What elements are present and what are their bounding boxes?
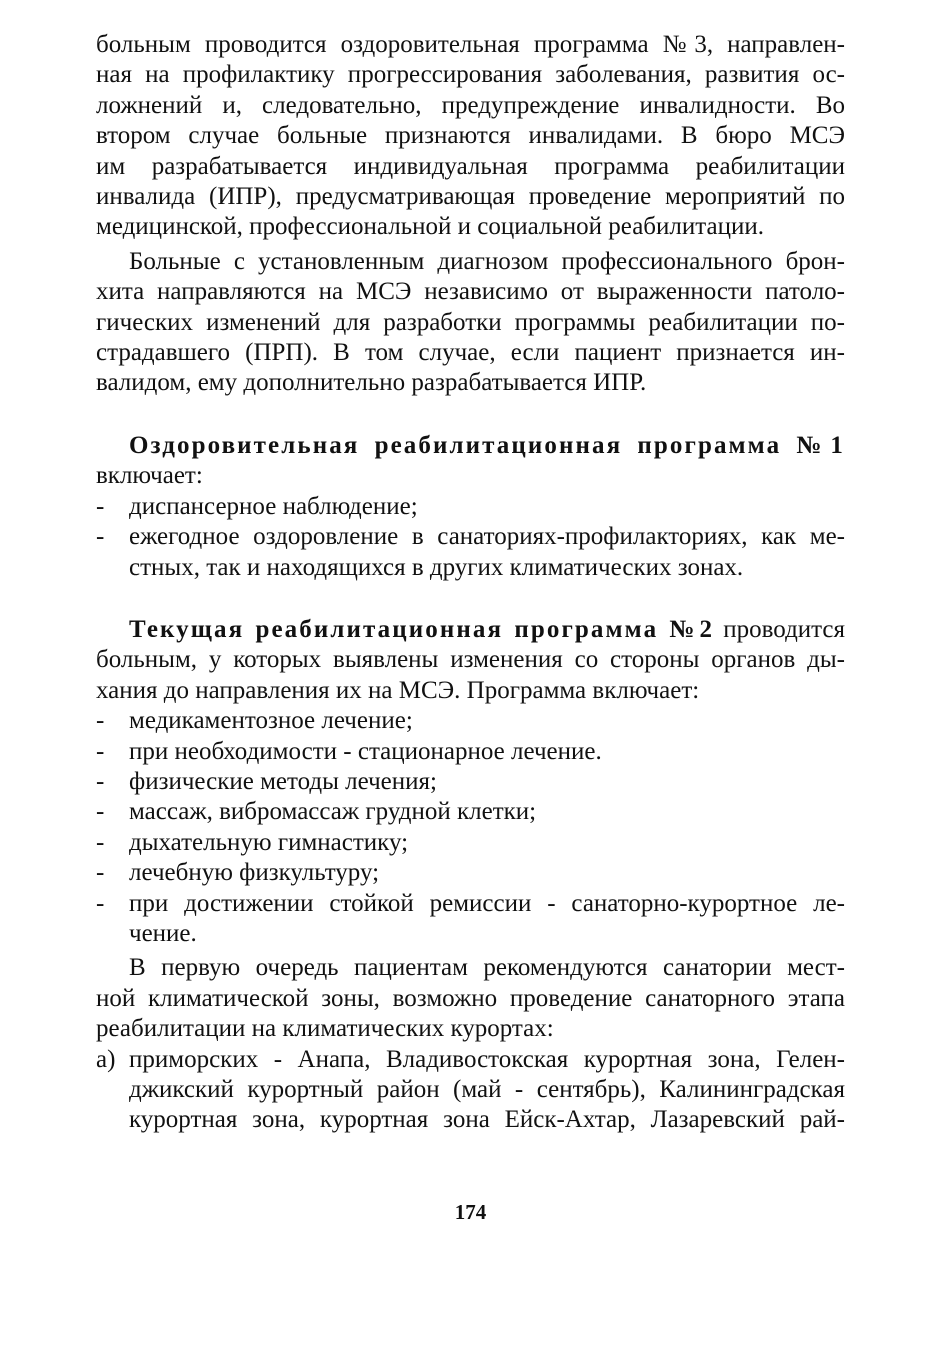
list-item-text: диспансерное наблюдение; xyxy=(129,492,418,520)
bullet-dash: - xyxy=(96,828,105,856)
text-line: больным проводится оздоровительная программа №3, направлен- xyxy=(96,31,845,58)
paragraph-3 xyxy=(96,953,845,1044)
page-text xyxy=(96,30,845,1136)
list-item-text: джикский курортный район (май - сентябрь), Калининградская xyxy=(129,1076,845,1103)
list-item-text: медикаментозное лечение; xyxy=(129,707,413,735)
program-2-heading: Текущая реабилитационная программа №2 xyxy=(129,615,715,643)
list-item-text: лечебную физкультуру; xyxy=(129,859,380,887)
bullet-dash: - xyxy=(96,798,105,826)
text-line: ложнений и, следовательно, предупреждение инвалидности. Во xyxy=(96,91,845,119)
text-line: больным, у которых выявлены изменения со стороны органов ды- xyxy=(96,646,845,674)
list-item-text: при необходимости - стационарное лечение. xyxy=(129,737,602,765)
text-line: хания до направления их на МСЭ. Программа включает: xyxy=(96,676,700,704)
list-item-text: стных, так и находящихся в других климатических зонах. xyxy=(129,553,744,581)
text-line: ной климатической зоны, возможно проведение санаторного этапа xyxy=(96,984,845,1012)
bullet-dash: - xyxy=(96,767,105,795)
bullet-dash: - xyxy=(96,737,105,765)
list-item-text: физические методы лечения; xyxy=(129,767,437,795)
text-line: страдавшего (ПРП). В том случае, если пациент признается ин- xyxy=(96,339,845,367)
list-item xyxy=(96,706,845,736)
text-line: инвалида (ИПР), предусматривающая проведение мероприятий по xyxy=(96,183,845,211)
list-item-text: чение. xyxy=(129,919,197,947)
list-item xyxy=(96,828,845,858)
program-1-heading: Оздоровительная реабилитационная программа №1 xyxy=(129,431,845,459)
program-2-heading-tail: проводится xyxy=(714,615,845,643)
list-item xyxy=(96,492,845,522)
text-line: Больные с установленным диагнозом профессионального брон- xyxy=(129,247,845,275)
list-item-text: при достижении стойкой ремиссии - санаторно-курортное ле- xyxy=(129,889,845,917)
list-item-a xyxy=(96,1045,845,1136)
text-line: валидом, ему дополнительно разрабатывается ИПР. xyxy=(96,369,647,397)
list-item xyxy=(96,858,845,888)
list-item xyxy=(96,522,845,583)
program-1-section xyxy=(96,431,845,583)
text-line: им разрабатывается индивидуальная программа реабилитации xyxy=(96,152,845,180)
text-line: втором случае больные признаются инвалидами. В бюро МСЭ xyxy=(96,122,845,150)
bullet-dash: - xyxy=(96,889,105,917)
list-item-text: дыхательную гимнастику; xyxy=(129,828,409,856)
bullet-dash: - xyxy=(96,707,105,735)
list-item xyxy=(96,889,845,950)
program-2-heading-line xyxy=(96,615,845,645)
paragraph-2 xyxy=(96,247,845,399)
page-number: 174 xyxy=(454,1200,487,1224)
bullet-dash: - xyxy=(96,859,105,887)
list-item-text: курортная зона, курортная зона Ейск-Ахтар, Лазаревский рай- xyxy=(129,1106,845,1134)
program-1-heading-line xyxy=(96,431,845,461)
paragraph-1 xyxy=(96,30,845,243)
list-item xyxy=(96,767,845,797)
list-item-text: приморских - Анапа, Владивостокская курортная зона, Гелен- xyxy=(129,1045,845,1073)
text-line: хита направляются на МСЭ независимо от выраженности патоло- xyxy=(96,278,845,306)
bullet-dash: - xyxy=(96,523,105,551)
list-marker-a: а) xyxy=(96,1045,116,1073)
text-line: В первую очередь пациентам рекомендуются санатории мест- xyxy=(129,954,845,982)
text-line: медицинской, профессиональной и социальной реабилитации. xyxy=(96,213,764,241)
text-line: реабилитации на климатических курортах: xyxy=(96,1015,554,1043)
program-2-section xyxy=(96,615,845,949)
list-item-text: массаж, вибромассаж грудной клетки; xyxy=(129,798,537,826)
program-1-lead: включает: xyxy=(96,462,203,490)
list-item-text: ежегодное оздоровление в санаториях-профилакториях, как ме- xyxy=(129,523,845,551)
list-item xyxy=(96,797,845,827)
text-line: гических изменений для разработки программы реабилитации по- xyxy=(96,308,845,336)
text-line: ная на профилактику прогрессирования заболевания, развития ос- xyxy=(96,61,845,89)
bullet-dash: - xyxy=(96,492,105,520)
list-item xyxy=(96,737,845,767)
